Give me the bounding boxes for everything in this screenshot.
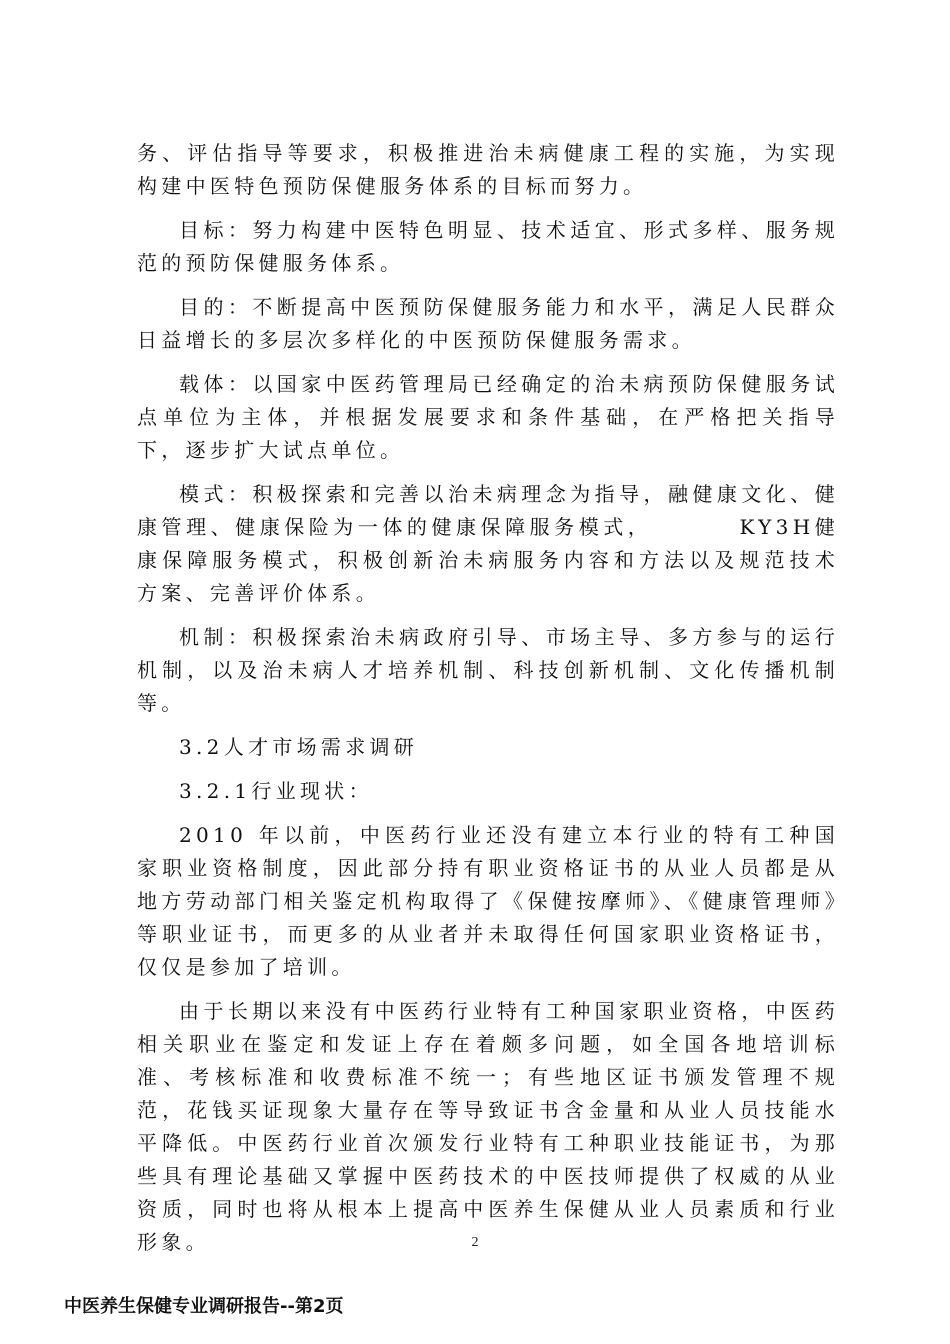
section-heading-3-2: 3.2人才市场需求调研 — [179, 735, 419, 759]
document-body — [137, 137, 839, 1270]
paragraph-purpose: 目的：不断提高中医预防保健服务能力和水平，满足人民群众日益增长的多层次多样化的中医预防保健服务需求。 — [137, 295, 839, 352]
page-number: 2 — [471, 1235, 479, 1250]
footer-title: 中医养生保健专业调研报告--第2页 — [64, 1296, 344, 1317]
paragraph-industry-status: 2010 年以前，中医药行业还没有建立本行业的特有工种国家职业资格制度，因此部分持有职业资格证书的从业人员都是从地方劳动部门相关鉴定机构取得了《保健按摩师》、《健康管理师》等职业证书，而更多的从业者并未取得任何国家职业资格证书，仅仅是参加了培训。 — [137, 823, 839, 979]
paragraph-carrier: 载体：以国家中医药管理局已经确定的治未病预防保健服务试点单位为主体，并根据发展要求和条件基础，在严格把关指导下，逐步扩大试点单位。 — [137, 372, 839, 462]
paragraph-goal: 目标：努力构建中医特色明显、技术适宜、形式多样、服务规范的预防保健服务体系。 — [137, 218, 839, 275]
paragraph-mechanism: 机制：积极探索治未病政府引导、市场主导、多方参与的运行机制，以及治未病人才培养机制、科技创新机制、文化传播机制等。 — [137, 625, 839, 715]
paragraph: 务、评估指导等要求，积极推进治未病健康工程的实施，为实现构建中医特色预防保健服务体系的目标而努力。 — [137, 141, 839, 198]
section-heading-3-2-1: 3.2.1行业现状： — [179, 779, 373, 803]
paragraph-certification-issues: 由于长期以来没有中医药行业特有工种国家职业资格，中医药相关职业在鉴定和发证上存在着颇多问题，如全国各地培训标准、考核标准和收费标准不统一；有些地区证书颁发管理不规范，花钱买证现象大量存在等导致证书含金量和从业人员技能水平降低。中医药行业首次颁发行业特有工种职业技能证书，为那些具有理论基础又掌握中医药技术的中医技师提供了权威的从业资质，同时也将从根本上提高中医养生保健从业人员素质和行业形象。 — [137, 999, 839, 1254]
paragraph-model: 模式：积极探索和完善以治未病理念为指导，融健康文化、健康管理、健康保险为一体的健康保障服务模式， KY3H健康保障服务模式，积极创新治未病服务内容和方法以及规范技术方案、完善评价体系。 — [137, 482, 839, 605]
